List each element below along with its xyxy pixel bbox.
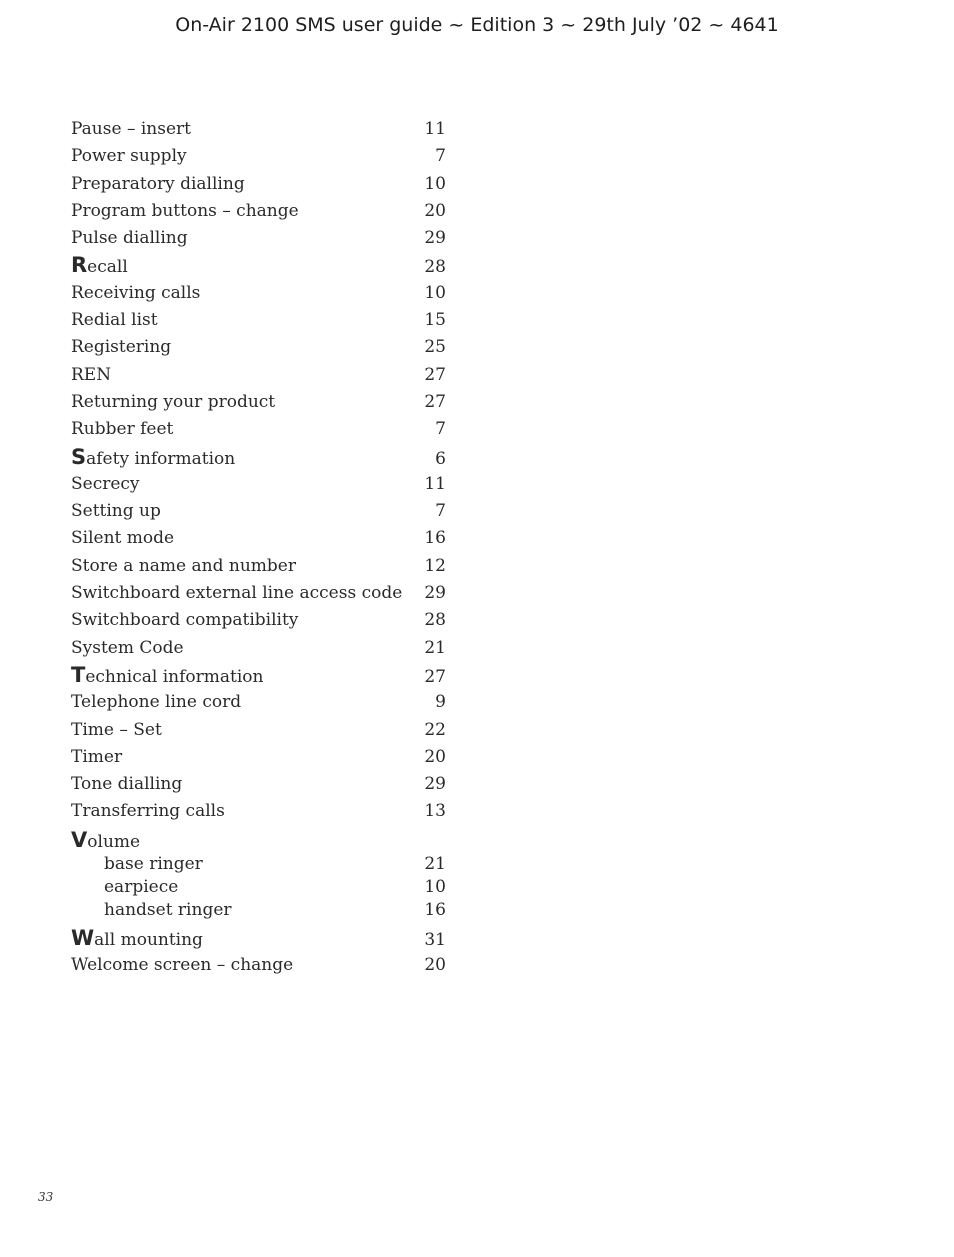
entry-label: base ringer bbox=[104, 853, 203, 874]
entry-page-number: 27 bbox=[424, 391, 446, 412]
index-entry bbox=[71, 828, 446, 853]
entry-label: Telephone line cord bbox=[71, 692, 242, 713]
index-entry bbox=[71, 116, 446, 143]
entry-page-number: 29 bbox=[424, 228, 446, 249]
index-entry bbox=[71, 580, 446, 607]
index-entry bbox=[71, 280, 446, 307]
index-entry bbox=[71, 662, 446, 689]
entry-page-number: 28 bbox=[424, 257, 446, 278]
entry-page-number: 16 bbox=[424, 899, 446, 920]
entry-label: Pause – insert bbox=[71, 119, 191, 139]
entry-label: Tone dialling bbox=[71, 774, 183, 795]
index-entry bbox=[71, 771, 446, 798]
entry-label-rest: ecall bbox=[87, 257, 128, 278]
entry-page-number: 21 bbox=[424, 637, 446, 658]
entry-page-number: 22 bbox=[424, 719, 446, 740]
index-entry bbox=[71, 635, 446, 662]
index-entry bbox=[71, 198, 446, 225]
index-entry bbox=[71, 389, 446, 416]
index-subentry bbox=[71, 899, 446, 922]
entry-page-number: 21 bbox=[424, 853, 446, 874]
index-entry bbox=[71, 252, 446, 279]
index-subentry bbox=[71, 876, 446, 899]
entry-label: Receiving calls bbox=[71, 282, 201, 303]
entry-label: System Code bbox=[71, 637, 184, 658]
entry-page-number: 7 bbox=[435, 501, 446, 522]
entry-label: REN bbox=[71, 364, 112, 385]
page-header-title: On-Air 2100 SMS user guide ~ Edition 3 ~ 29th July ’02 ~ 4641 bbox=[175, 14, 779, 36]
entry-label bbox=[71, 828, 140, 855]
entry-label: Rubber feet bbox=[71, 419, 174, 440]
section-initial-letter: W bbox=[71, 925, 95, 950]
entry-label: Welcome screen – change bbox=[71, 955, 294, 976]
entry-page-number: 27 bbox=[424, 364, 446, 385]
entry-page-number: 29 bbox=[424, 774, 446, 795]
entry-page-number: 20 bbox=[424, 746, 446, 767]
entry-label: Preparatory dialling bbox=[71, 173, 245, 194]
entry-page-number: 10 bbox=[424, 173, 446, 194]
entry-label: Program buttons – change bbox=[71, 200, 299, 221]
index-list bbox=[71, 116, 446, 979]
index-entry bbox=[71, 525, 446, 552]
index-entry bbox=[71, 607, 446, 634]
entry-label-rest: all mounting bbox=[94, 929, 203, 950]
index-entry bbox=[71, 362, 446, 389]
entry-page-number: 9 bbox=[435, 692, 446, 713]
index-entry bbox=[71, 143, 446, 170]
entry-label bbox=[71, 444, 235, 473]
entry-page-number: 10 bbox=[424, 282, 446, 303]
entry-page-number: 16 bbox=[424, 528, 446, 549]
entry-label: Timer bbox=[71, 746, 123, 767]
entry-label: Transferring calls bbox=[71, 801, 225, 822]
entry-label: Registering bbox=[71, 337, 172, 358]
entry-label: Returning your product bbox=[71, 391, 276, 412]
entry-page-number: 29 bbox=[424, 583, 446, 604]
entry-page-number: 7 bbox=[435, 146, 446, 167]
entry-label bbox=[71, 252, 128, 281]
entry-label: Switchboard external line access code bbox=[71, 583, 403, 604]
entry-label bbox=[71, 925, 203, 954]
entry-label: handset ringer bbox=[104, 899, 232, 920]
entry-page-number: 11 bbox=[424, 119, 446, 139]
entry-page-number: 27 bbox=[424, 666, 446, 687]
entry-label: Secrecy bbox=[71, 473, 140, 494]
entry-page-number: 28 bbox=[424, 610, 446, 631]
index-entry bbox=[71, 798, 446, 825]
entry-label: Power supply bbox=[71, 146, 187, 167]
entry-label: Store a name and number bbox=[71, 555, 296, 576]
entry-label-rest: echnical information bbox=[85, 666, 264, 687]
entry-page-number: 13 bbox=[424, 801, 446, 822]
entry-label: Time – Set bbox=[71, 719, 162, 740]
index-entry bbox=[71, 498, 446, 525]
entry-label: Silent mode bbox=[71, 528, 175, 549]
entry-page-number: 20 bbox=[424, 955, 446, 976]
entry-page-number: 12 bbox=[424, 555, 446, 576]
index-entry bbox=[71, 925, 446, 952]
page-number: 33 bbox=[38, 1190, 54, 1204]
entry-page-number: 25 bbox=[424, 337, 446, 358]
entry-label-rest: olume bbox=[87, 831, 141, 852]
section-initial-letter: T bbox=[71, 662, 86, 687]
index-entry bbox=[71, 952, 446, 979]
index-entry bbox=[71, 307, 446, 334]
entry-page-number: 15 bbox=[424, 310, 446, 331]
entry-page-number: 31 bbox=[424, 929, 446, 950]
entry-page-number: 10 bbox=[424, 876, 446, 897]
index-entry bbox=[71, 689, 446, 716]
entry-label: earpiece bbox=[104, 876, 179, 897]
index-entry bbox=[71, 334, 446, 361]
section-initial-letter: R bbox=[71, 253, 88, 278]
index-entry bbox=[71, 553, 446, 580]
index-entry bbox=[71, 717, 446, 744]
index-entry bbox=[71, 744, 446, 771]
entry-label-rest: afety information bbox=[86, 448, 236, 469]
entry-page-number: 20 bbox=[424, 200, 446, 221]
section-initial-letter: S bbox=[71, 444, 87, 469]
index-entry bbox=[71, 444, 446, 471]
index-subentry bbox=[71, 853, 446, 876]
entry-label bbox=[71, 662, 264, 691]
entry-page-number: 11 bbox=[424, 473, 446, 494]
entry-label: Pulse dialling bbox=[71, 228, 188, 249]
entry-label: Redial list bbox=[71, 310, 158, 331]
entry-page-number: 6 bbox=[435, 448, 446, 469]
entry-label: Switchboard compatibility bbox=[71, 610, 299, 631]
index-entry bbox=[71, 225, 446, 252]
entry-page-number: 7 bbox=[435, 419, 446, 440]
entry-label: Setting up bbox=[71, 501, 161, 522]
section-initial-letter: V bbox=[71, 827, 88, 852]
index-entry bbox=[71, 416, 446, 443]
index-entry bbox=[71, 171, 446, 198]
index-entry bbox=[71, 471, 446, 498]
